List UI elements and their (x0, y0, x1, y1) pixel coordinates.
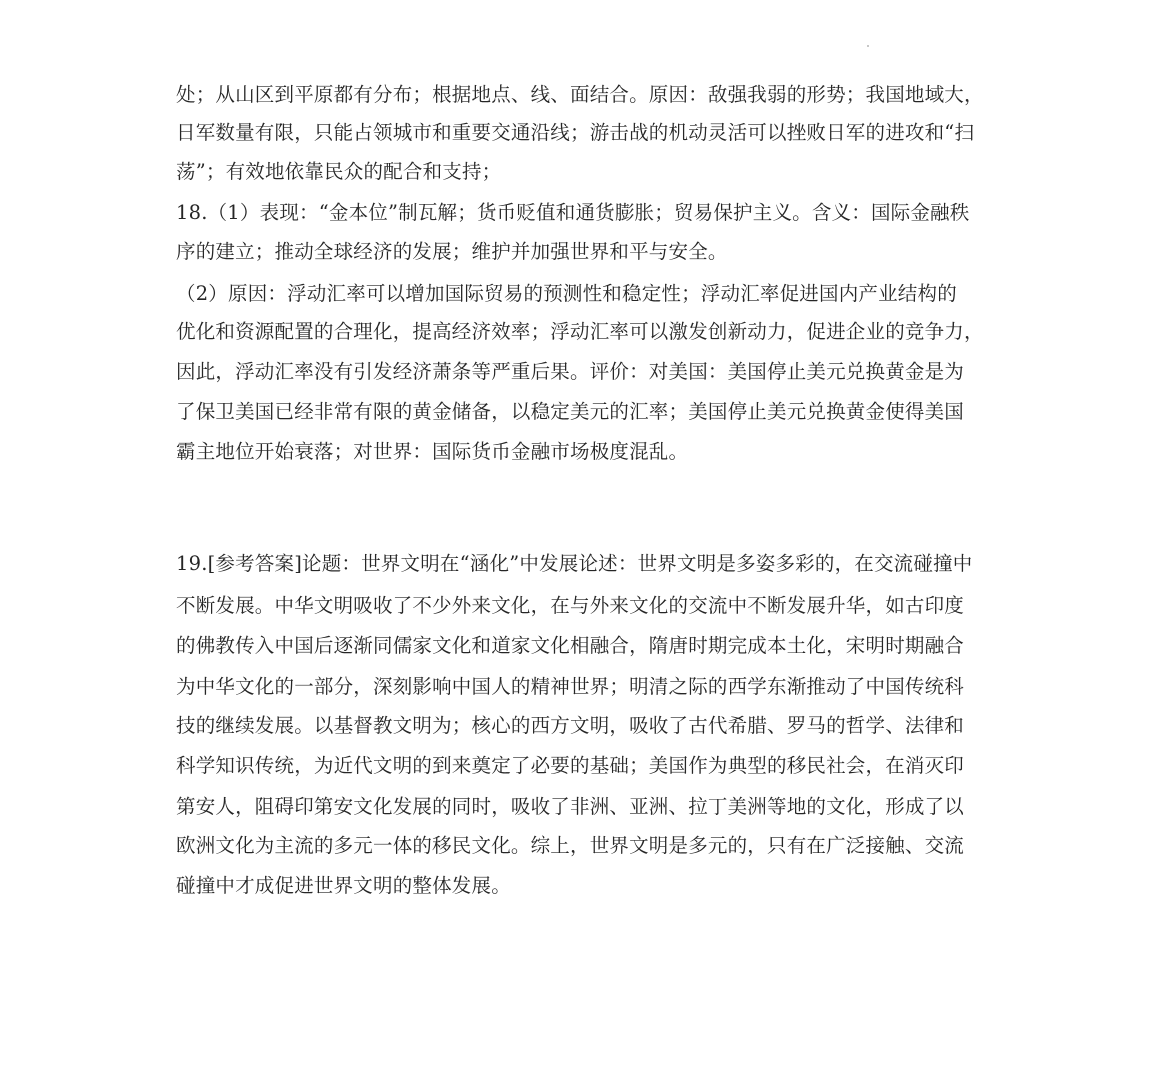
scan-speck (867, 45, 869, 47)
text-line-3: 荡”；有效地依靠民众的配合和支持； (176, 160, 502, 183)
text-line-5: 序的建立；推动全球经济的发展；维护并加强世界和平与安全。 (176, 240, 728, 263)
text-line-15: 技的继续发展。以基督教文明为；核心的西方文明，吸收了古代希腊、罗马的哲学、法律和 (176, 714, 965, 737)
text-line-2: 日军数量有限，只能占领城市和重要交通沿线；游击战的机动灵活可以挫败日军的进攻和“扫 (176, 121, 975, 144)
text-line-6: （2）原因：浮动汇率可以增加国际贸易的预测性和稳定性；浮动汇率促进国内产业结构的 (176, 282, 957, 305)
text-line-17: 第安人，阻碍印第安文化发展的同时，吸收了非洲、亚洲、拉丁美洲等地的文化，形成了以 (176, 795, 965, 818)
text-line-13: 的佛教传入中国后逐渐同儒家文化和道家文化相融合，隋唐时期完成本土化，宋明时期融合 (176, 634, 965, 657)
text-line-18: 欧洲文化为主流的多元一体的移民文化。综上，世界文明是多元的，只有在广泛接触、交流 (176, 834, 965, 857)
text-line-4: 18.（1）表现：“金本位”制瓦解；货币贬值和通货膨胀；贸易保护主义。含义：国际金融秩 (176, 201, 970, 224)
text-line-11: 19.[参考答案]论题：世界文明在“涵化”中发展论述：世界文明是多姿多彩的，在交流碰撞中 (176, 552, 973, 575)
text-line-19: 碰撞中才成促进世界文明的整体发展。 (176, 874, 511, 897)
text-line-7: 优化和资源配置的合理化，提高经济效率；浮动汇率可以激发创新动力，促进企业的竞争力， (176, 320, 984, 343)
text-line-12: 不断发展。中华文明吸收了不少外来文化，在与外来文化的交流中不断发展升华，如古印度 (176, 594, 965, 617)
text-line-9: 了保卫美国已经非常有限的黄金储备，以稳定美元的汇率；美国停止美元兑换黄金使得美国 (176, 400, 965, 423)
text-line-8: 因此，浮动汇率没有引发经济萧条等严重后果。评价：对美国：美国停止美元兑换黄金是为 (176, 360, 965, 383)
text-line-14: 为中华文化的一部分，深刻影响中国人的精神世界；明清之际的西学东渐推动了中国传统科 (176, 675, 965, 698)
text-line-10: 霸主地位开始衰落；对世界：国际货币金融市场极度混乱。 (176, 440, 689, 463)
text-line-16: 科学知识传统，为近代文明的到来奠定了必要的基础；美国作为典型的移民社会，在消灭印 (176, 754, 965, 777)
text-line-1: 处；从山区到平原都有分布；根据地点、线、面结合。原因：敌强我弱的形势；我国地域大， (176, 83, 984, 106)
